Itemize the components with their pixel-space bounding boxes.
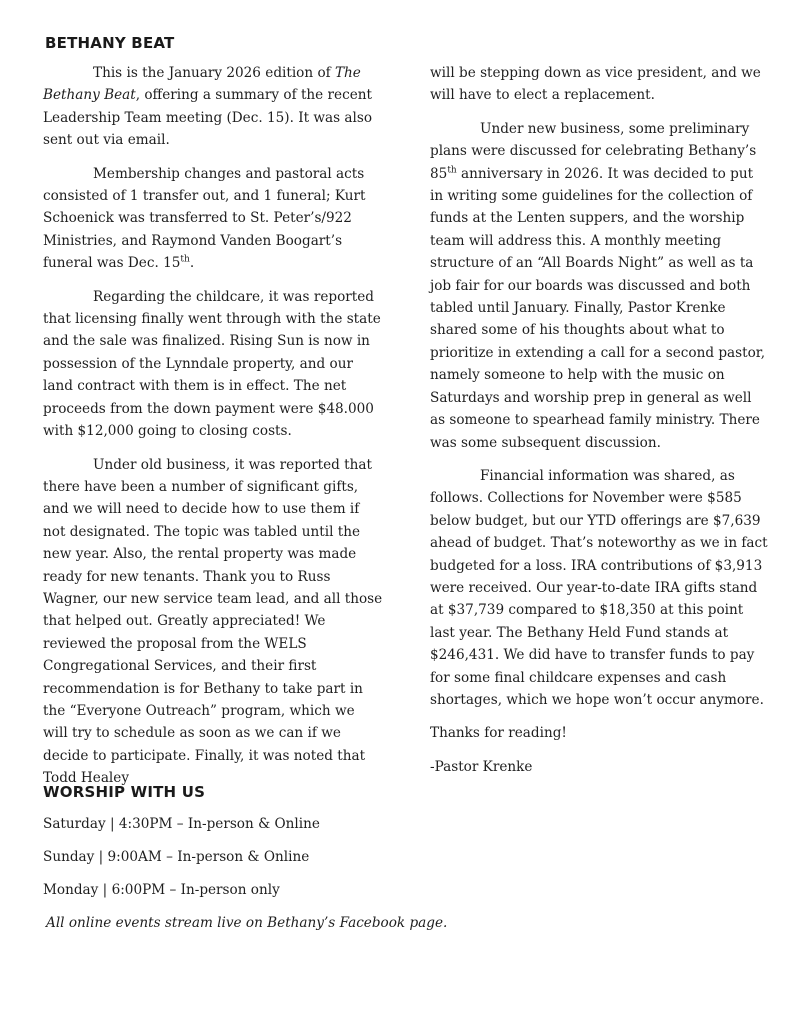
service-time-monday: Monday | 6:00PM – In-person only [43, 882, 280, 898]
new-business-text: Under new business, some preliminary plans were discussed for celebrating Bethany’s 85 [430, 120, 757, 182]
new-business-superscript: th [447, 165, 457, 176]
thanks-line: Thanks for reading! [430, 725, 567, 742]
worship-heading: WORSHIP WITH US [43, 783, 206, 801]
new-business-text-end: anniversary in 2026. It was decided to put in writing some guidelines for the collection of funds at the Lenten suppers, and the worship team will address this. A monthly meeting structure of an “All Boards Night” as well as ta job fair for our boards was discussed and both tabled until January. Finally, Pastor Krenke shared some of his thoughts about what to prioritize in extending a call for a second pastor, namely someone to help with the music on Saturdays and worship prep in general as well as someone to spearhead family ministry. There was some subsequent discussion. [430, 165, 766, 451]
new-business-paragraph [430, 118, 768, 454]
membership-paragraph [43, 163, 383, 275]
old-business-continued: will be stepping down as vice president, and we will have to elect a replacement. [430, 65, 761, 104]
membership-text: Membership changes and pastoral acts consisted of 1 transfer out, and 1 funeral; Kurt Schoenick was transferred to St. Peter’s/922 Ministries, and Raymond Vanden Boogart’s funeral was Dec. 15 [43, 165, 366, 272]
intro-text: This is the January 2026 edition of [93, 65, 335, 81]
article-column-left [43, 62, 383, 801]
intro-paragraph [43, 62, 383, 152]
publication-title: The Bethany Beat [43, 65, 361, 104]
article-column-right [430, 62, 768, 789]
old-business-paragraph: Under old business, it was reported that there have been a number of significant gifts, and we will need to decide how to use them if not designated. The topic was tabled until the new year. Also, the rental property was made ready for new tenants. Thank you to Russ Wagner, our new service team lead, and all those that helped out. Greatly appreciated! We reviewed the proposal from the WELS Congregational Services, and their first recommendation is for Bethany to take part in the “Everyone Outreach” program, which we will try to schedule as soon as we can if we decide to participate. Finally, it was noted that Todd Healey [43, 456, 383, 787]
worship-schedule [43, 813, 463, 934]
streaming-note: All online events stream live on Bethany’s Facebook page. [46, 915, 448, 931]
intro-text-end: , offering a summary of the recent Leadership Team meeting (Dec. 15). It was also sent out via email. [43, 87, 373, 149]
signoff-line: -Pastor Krenke [430, 758, 533, 775]
financial-paragraph: Financial information was shared, as follows. Collections for November were $585 below budget, but our YTD offerings are $7,639 ahead of budget. That’s noteworthy as we in fact budgeted for a loss. IRA contributions of $3,913 were received. Our year-to-date IRA gifts stand at $37,739 compared to $18,350 at this point last year. The Bethany Held Fund stands at $246,431. We did have to transfer funds to pay for some final childcare expenses and cash shortages, which we hope won’t occur anymore. [430, 467, 768, 708]
membership-text-end: . [189, 255, 195, 272]
childcare-paragraph: Regarding the childcare, it was reported that licensing finally went through with the state and the sale was finalized. Rising Sun is now in possession of the Lynndale property, and our land contract with them is in effect. The net proceeds from the down payment were $48.000 with $12,000 going to closing costs. [43, 288, 381, 440]
service-time-saturday: Saturday | 4:30PM – In-person & Online [43, 816, 320, 832]
service-time-sunday: Sunday | 9:00AM – In-person & Online [43, 849, 310, 865]
membership-superscript: th [180, 254, 190, 265]
bethany-beat-heading: BETHANY BEAT [45, 34, 175, 52]
